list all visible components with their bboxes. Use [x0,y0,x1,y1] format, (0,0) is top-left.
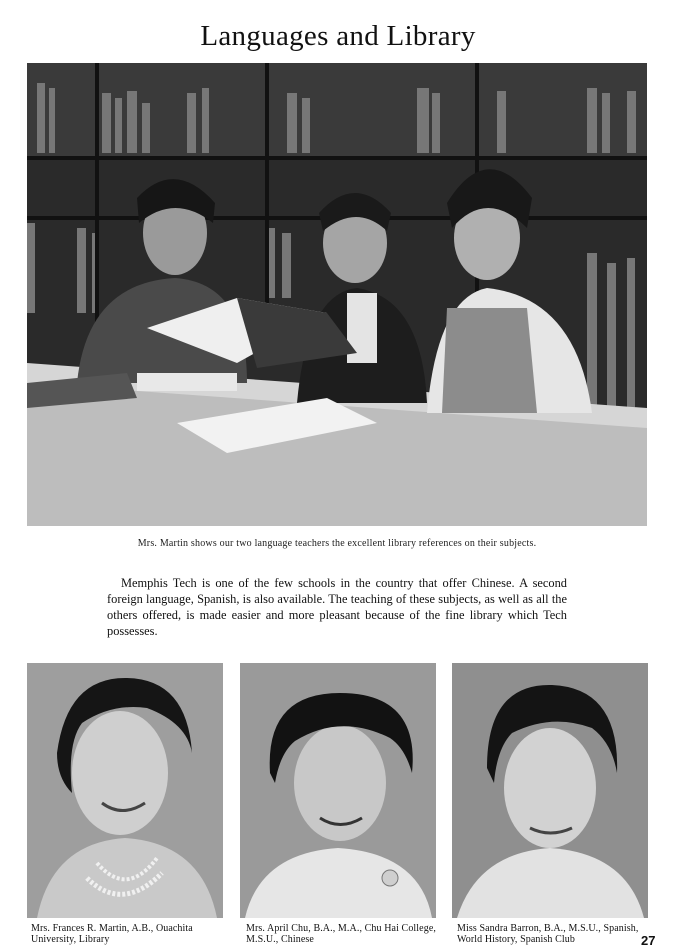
page-title: Languages and Library [200,20,476,52]
portrait-photo-martin [27,663,223,918]
main-photo-caption: Mrs. Martin shows our two language teachers the excellent library references on their subjects. [137,538,537,549]
portrait-photo-barron [452,663,648,918]
page-number: 27 [641,933,656,948]
portrait-caption-barron: Miss Sandra Barron, B.A., M.S.U., Spanish, World History, Spanish Club [457,923,639,945]
portrait-caption-chu: Mrs. April Chu, B.A., M.A., Chu Hai College, M.S.U., Chinese [246,923,436,945]
portrait-caption-martin: Mrs. Frances R. Martin, A.B., Ouachita University, Library [31,923,193,945]
body-paragraph: Memphis Tech is one of the few schools in the country that offer Chinese. A second foreign language, Spanish, is also available. The teaching of these subjects, as well as all the others offered, is made easier and more pleasant because of the fine library which Tech possesses. [107,576,567,638]
library-group-photo [27,63,647,526]
portrait-photo-chu [240,663,436,918]
